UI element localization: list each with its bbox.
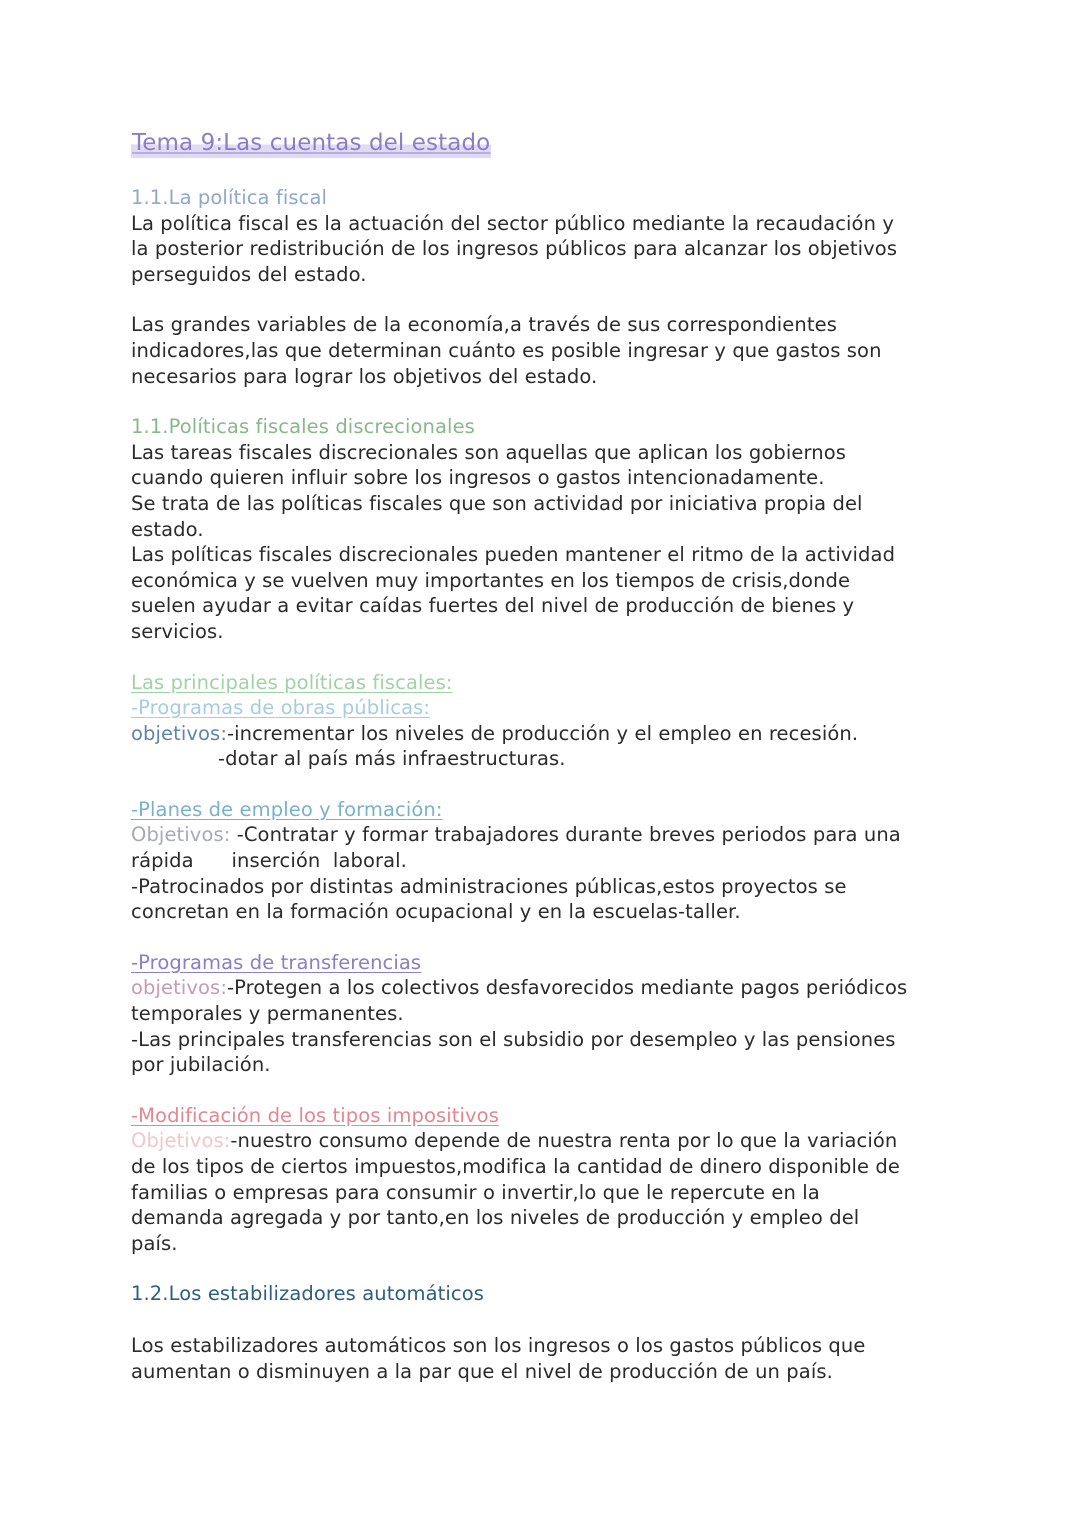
- paragraph-line: servicios.: [131, 619, 224, 643]
- heading-tipos-impositivos: -Modificación de los tipos impositivos: [131, 1103, 499, 1127]
- paragraph-line: -dotar al país más infraestructuras.: [218, 747, 566, 771]
- paragraph-line: La política fiscal es la actuación del sector público mediante la recaudación y: [131, 211, 894, 235]
- objectives-line: [131, 1128, 961, 1154]
- paragraph-line: Los estabilizadores automáticos son los ingresos o los gastos públicos que: [131, 1333, 866, 1357]
- heading-transferencias: -Programas de transferencias: [131, 950, 422, 974]
- objectives-line: [131, 721, 961, 747]
- paragraph-line: cuando quieren influir sobre los ingresos o gastos intencionadamente.: [131, 466, 825, 490]
- heading-politicas-discrecionales: 1.1.Políticas fiscales discrecionales: [131, 415, 475, 439]
- document-page: [131, 128, 961, 1384]
- objectives-line: [131, 822, 961, 848]
- paragraph-line: indicadores,las que determinan cuánto es posible ingresar y que gastos son: [131, 338, 882, 362]
- paragraph-line: la posterior redistribución de los ingresos públicos para alcanzar los objetivos: [131, 237, 898, 261]
- heading-politica-fiscal: 1.1.La política fiscal: [131, 186, 328, 209]
- paragraph-line: Las políticas fiscales discrecionales pueden mantener el ritmo de la actividad: [131, 543, 896, 567]
- heading-planes-empleo: -Planes de empleo y formación:: [131, 797, 443, 821]
- paragraph-line: suelen ayudar a evitar caídas fuertes del nivel de producción de bienes y: [131, 594, 855, 618]
- objectives-label: Objetivos:: [131, 1129, 231, 1153]
- objectives-label: objetivos:: [131, 976, 227, 1000]
- paragraph-line: Las grandes variables de la economía,a través de sus correspondientes: [131, 313, 837, 337]
- objectives-label: Objetivos:: [131, 823, 231, 847]
- paragraph-line: perseguidos del estado.: [131, 262, 367, 286]
- objectives-text: -nuestro consumo depende de nuestra renta por lo que la variación: [230, 1129, 898, 1153]
- paragraph-line: concretan en la formación ocupacional y en la escuelas-taller.: [131, 900, 741, 924]
- objectives-label: objetivos:: [131, 721, 227, 745]
- objectives-text: -Protegen a los colectivos desfavorecidos mediante pagos periódicos: [227, 976, 908, 1000]
- paragraph-line: -Patrocinados por distintas administraciones públicas,estos proyectos se: [131, 874, 847, 898]
- paragraph-line: necesarios para lograr los objetivos del estado.: [131, 364, 598, 388]
- paragraph-line: económica y se vuelven muy importantes en los tiempos de crisis,donde: [131, 568, 851, 592]
- paragraph-line: Se trata de las políticas fiscales que son actividad por iniciativa propia del: [131, 491, 863, 515]
- heading-principales-politicas: Las principales políticas fiscales:: [131, 670, 453, 694]
- paragraph-line: -Las principales transferencias son el subsidio por desempleo y las pensiones: [131, 1027, 896, 1051]
- paragraph-line: de los tipos de ciertos impuestos,modifica la cantidad de dinero disponible de: [131, 1155, 900, 1178]
- objectives-line: [131, 975, 961, 1001]
- paragraph-line: familias o empresas para consumir o invertir,lo que le repercute en la: [131, 1180, 820, 1204]
- paragraph-line: Las tareas fiscales discrecionales son aquellas que aplican los gobiernos: [131, 440, 846, 464]
- paragraph-line: estado.: [131, 517, 204, 541]
- heading-obras-publicas: -Programas de obras públicas:: [131, 696, 431, 720]
- objectives-text: -Contratar y formar trabajadores durante breves periodos para una: [230, 823, 901, 847]
- objectives-text: -incrementar los niveles de producción y el empleo en recesión.: [227, 721, 859, 745]
- paragraph-line: país.: [131, 1231, 178, 1255]
- page-title: Tema 9:Las cuentas del estado: [132, 130, 491, 156]
- paragraph-line: demanda agregada y por tanto,en los niveles de producción y empleo del: [131, 1206, 860, 1230]
- paragraph-line: rápida inserción laboral.: [131, 849, 407, 873]
- paragraph-line: temporales y permanentes.: [131, 1002, 404, 1026]
- heading-estabilizadores: 1.2.Los estabilizadores automáticos: [131, 1282, 485, 1306]
- paragraph-line: por jubilación.: [131, 1053, 271, 1077]
- paragraph-line: aumentan o disminuyen a la par que el nivel de producción de un país.: [131, 1359, 833, 1383]
